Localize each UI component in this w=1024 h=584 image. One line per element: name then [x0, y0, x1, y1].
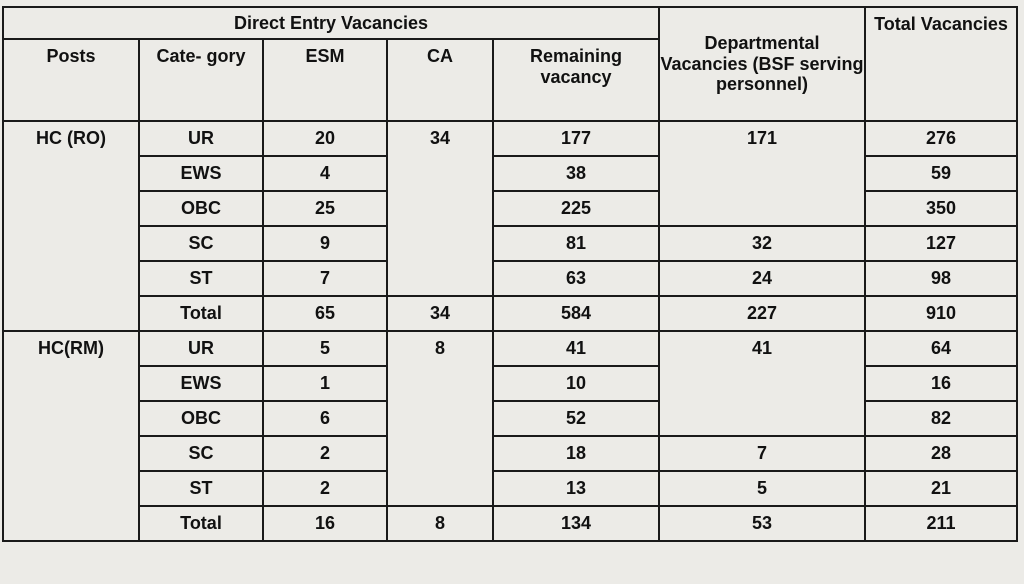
total-cell: 64 [865, 331, 1017, 366]
esm-cell: 4 [263, 156, 387, 191]
remaining-cell: 63 [493, 261, 659, 296]
remaining-cell: 13 [493, 471, 659, 506]
total-cell: 16 [865, 366, 1017, 401]
category-cell: UR [139, 331, 263, 366]
category-cell: ST [139, 471, 263, 506]
ca-cell: 8 [387, 506, 493, 541]
esm-cell: 9 [263, 226, 387, 261]
table-row [3, 226, 1017, 261]
table-row [3, 191, 1017, 226]
remaining-header: Remaining vacancy [493, 39, 659, 121]
departmental-header: Departmental Vacancies (BSF serving personnel) [659, 7, 865, 121]
table-row [3, 261, 1017, 296]
total-cell: 350 [865, 191, 1017, 226]
category-cell: ST [139, 261, 263, 296]
remaining-cell: 177 [493, 121, 659, 156]
category-cell: EWS [139, 366, 263, 401]
total-row [3, 506, 1017, 541]
departmental-cell: 171 [659, 121, 865, 226]
remaining-cell: 18 [493, 436, 659, 471]
table-row [3, 366, 1017, 401]
remaining-cell: 38 [493, 156, 659, 191]
category-cell: SC [139, 436, 263, 471]
esm-cell: 16 [263, 506, 387, 541]
category-cell: UR [139, 121, 263, 156]
departmental-cell: 24 [659, 261, 865, 296]
category-cell: Total [139, 506, 263, 541]
table-row [3, 121, 1017, 156]
category-cell: SC [139, 226, 263, 261]
ca-header: CA [387, 39, 493, 121]
total-cell: 21 [865, 471, 1017, 506]
category-cell: Total [139, 296, 263, 331]
esm-cell: 20 [263, 121, 387, 156]
esm-cell: 6 [263, 401, 387, 436]
total-row [3, 296, 1017, 331]
remaining-cell: 584 [493, 296, 659, 331]
esm-cell: 2 [263, 471, 387, 506]
direct-entry-header: Direct Entry Vacancies [3, 7, 659, 39]
departmental-cell: 227 [659, 296, 865, 331]
departmental-cell: 41 [659, 331, 865, 436]
ca-cell: 8 [387, 331, 493, 506]
table-row [3, 331, 1017, 366]
total-cell: 28 [865, 436, 1017, 471]
remaining-cell: 134 [493, 506, 659, 541]
esm-header: ESM [263, 39, 387, 121]
posts-header: Posts [3, 39, 139, 121]
category-cell: OBC [139, 401, 263, 436]
remaining-cell: 81 [493, 226, 659, 261]
category-cell: OBC [139, 191, 263, 226]
esm-cell: 2 [263, 436, 387, 471]
total-cell: 127 [865, 226, 1017, 261]
total-cell: 59 [865, 156, 1017, 191]
remaining-cell: 41 [493, 331, 659, 366]
total-cell: 82 [865, 401, 1017, 436]
table-row [3, 401, 1017, 436]
total-cell: 98 [865, 261, 1017, 296]
remaining-cell: 225 [493, 191, 659, 226]
departmental-cell: 7 [659, 436, 865, 471]
category-cell: EWS [139, 156, 263, 191]
departmental-cell: 32 [659, 226, 865, 261]
total-cell: 211 [865, 506, 1017, 541]
total-cell: 276 [865, 121, 1017, 156]
esm-cell: 65 [263, 296, 387, 331]
post-cell: HC(RM) [3, 331, 139, 541]
remaining-cell: 52 [493, 401, 659, 436]
table-row [3, 156, 1017, 191]
header-row-top [3, 7, 1017, 39]
total-cell: 910 [865, 296, 1017, 331]
remaining-cell: 10 [493, 366, 659, 401]
ca-cell: 34 [387, 121, 493, 296]
esm-cell: 5 [263, 331, 387, 366]
vacancy-table [2, 6, 1018, 542]
table-row [3, 471, 1017, 506]
ca-cell: 34 [387, 296, 493, 331]
esm-cell: 7 [263, 261, 387, 296]
table-row [3, 436, 1017, 471]
total-vacancies-header: Total Vacancies [865, 7, 1017, 121]
departmental-cell: 53 [659, 506, 865, 541]
esm-cell: 25 [263, 191, 387, 226]
departmental-cell: 5 [659, 471, 865, 506]
category-header: Cate- gory [139, 39, 263, 121]
esm-cell: 1 [263, 366, 387, 401]
post-cell: HC (RO) [3, 121, 139, 331]
